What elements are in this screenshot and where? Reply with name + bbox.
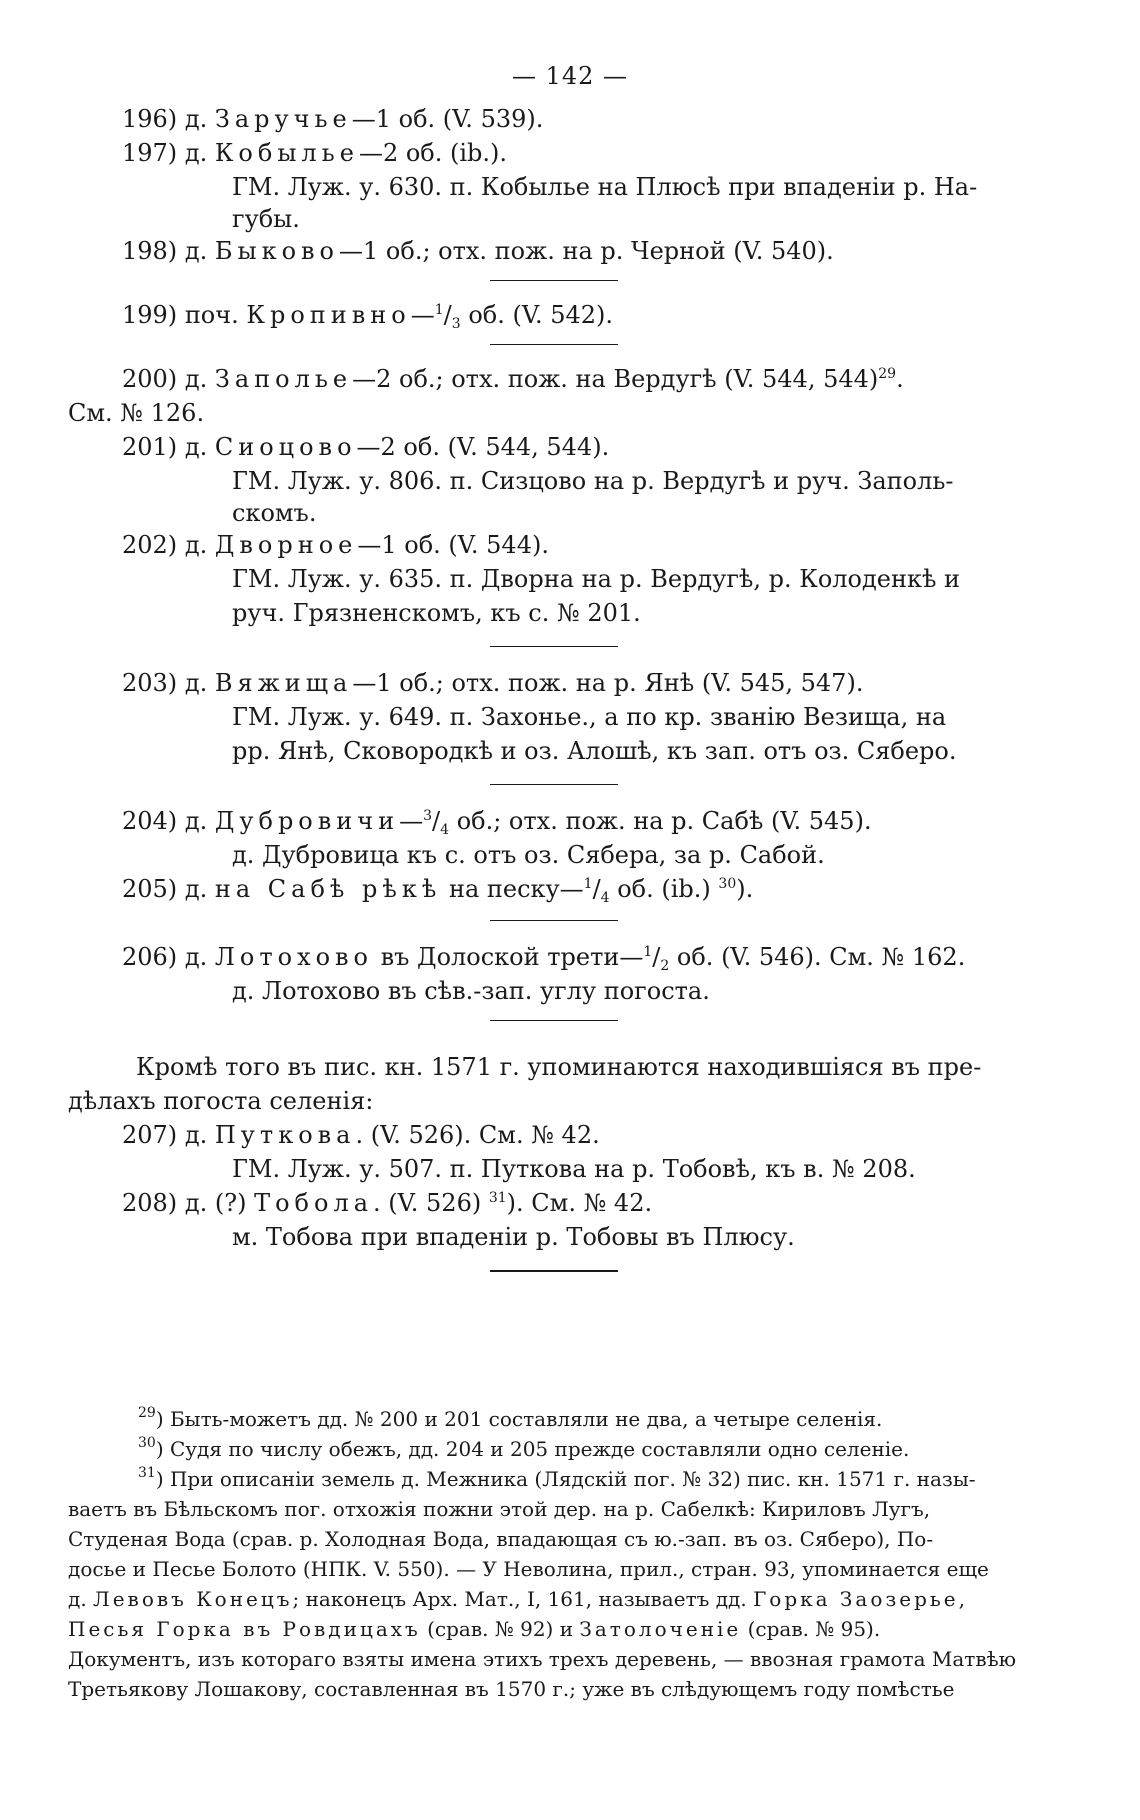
entry-197: 197) д. Кобылье—2 об. (ib.). bbox=[122, 139, 508, 167]
village-name: Кобылье bbox=[214, 139, 359, 167]
footnote-29: $^{29}$) Быть-можетъ дд. № 200 и 201 составляли не два, а четыре селенія. bbox=[138, 1405, 883, 1431]
footnote-31-line: Студеная Вода (срав. р. Холодная Вода, впадающая съ ю.-зап. въ оз. Сяберо), По- bbox=[68, 1527, 934, 1551]
page-number: — 142 — bbox=[511, 62, 629, 90]
village-name: Лотохово bbox=[214, 943, 374, 971]
entry-202-note-cont: руч. Грязненскомъ, къ с. № 201. bbox=[232, 599, 641, 627]
entry-204: 204) д. $Дубровичи—^3/_4$ об.; отх. пож. на р. Сабѣ (V. 545). bbox=[122, 807, 872, 838]
entry-199: 199) поч. $Кропивно—^1/_3$ об. (V. 542). bbox=[122, 301, 614, 332]
section-divider bbox=[490, 920, 618, 921]
village-name: Тобола bbox=[254, 1189, 374, 1217]
footnote-31-line: Третьякову Лошакову, составленная въ 1570 г.; уже въ слѣдующемъ году помѣстье bbox=[68, 1677, 955, 1701]
village-name: Быково bbox=[214, 237, 340, 265]
village-name: Заполье bbox=[214, 365, 353, 393]
entry-207-note: ГМ. Луж. у. 507. п. Путкова на р. Тобовѣ, къ в. № 208. bbox=[232, 1155, 916, 1183]
village-name: Дворное bbox=[214, 531, 358, 559]
village-name: Дубровичи bbox=[214, 807, 400, 835]
entry-202: 202) д. Дворное—1 об. (V. 544). bbox=[122, 531, 549, 559]
footnote-31-line: Документъ, изъ котораго взяты имена этихъ трехъ деревень, — ввозная грамота Матвѣю bbox=[68, 1647, 1017, 1671]
footnote-31-line: д. Левовъ Конецъ; наконецъ Арх. Мат., I, 161, называетъ дд. Горка Заозерье, bbox=[68, 1587, 968, 1611]
section-divider bbox=[490, 784, 618, 785]
entry-201: 201) д. Сиоцово—2 об. (V. 544, 544). bbox=[122, 433, 610, 461]
entry-208-note: м. Тобова при впаденіи р. Тобовы въ Плюсу. bbox=[232, 1223, 795, 1251]
section-divider bbox=[490, 280, 618, 281]
entry-197-note: ГМ. Луж. у. 630. п. Кобылье на Плюсѣ при впаденіи р. На- bbox=[232, 173, 978, 201]
entry-206-note: д. Лотохово въ сѣв.-зап. углу погоста. bbox=[232, 977, 710, 1005]
section-divider bbox=[490, 1020, 618, 1021]
footnote-ref-30: 30 bbox=[718, 876, 737, 892]
footnote-30: $^{30}$) Судя по числу обежъ, дд. 204 и 205 прежде составляли одно селеніе. bbox=[138, 1435, 910, 1461]
entry-203: 203) д. Вяжища—1 об.; отх. пож. на р. Янѣ (V. 545, 547). bbox=[122, 669, 864, 697]
village-name: Сиоцово bbox=[214, 433, 357, 461]
village-name: Кропивно bbox=[246, 301, 411, 329]
entry-196: 196) д. Заручье—1 об. (V. 539). bbox=[122, 105, 544, 133]
footnote-ref-31: 31 bbox=[488, 1190, 507, 1206]
village-name: Вяжища bbox=[214, 669, 353, 697]
section-divider bbox=[490, 344, 618, 345]
footnote-31-line: досье и Песье Болото (НПК. V. 550). — У Неволина, прил., стран. 93, упоминается еще bbox=[68, 1557, 989, 1581]
entry-202-note: ГМ. Луж. у. 635. п. Дворна на р. Вердугѣ, р. Колоденкѣ и bbox=[232, 565, 961, 593]
paragraph-line-1: Кромѣ того въ пис. кн. 1571 г. упоминаются находившіяся въ пре- bbox=[136, 1053, 982, 1081]
entry-201-note: ГМ. Луж. у. 806. п. Сизцово на р. Вердугѣ и руч. Заполь- bbox=[232, 467, 954, 495]
paragraph-line-2: дѣлахъ погоста селенія: bbox=[68, 1087, 374, 1115]
entry-203-note: ГМ. Луж. у. 649. п. Захонье., а по кр. званію Везища, на bbox=[232, 703, 947, 731]
village-name: на Сабѣ рѣкѣ bbox=[214, 875, 442, 903]
footnote-31: $^{31}$) При описаніи земель д. Межника (Лядскій пог. № 32) пис. кн. 1571 г. назы- bbox=[138, 1465, 976, 1491]
entry-200-cont: См. № 126. bbox=[68, 399, 205, 427]
village-name: Путкова bbox=[214, 1121, 356, 1149]
entry-200: 200) д. Заполье—2 об.; отх. пож. на Вердугѣ (V. 544, 544)$^{29}$. bbox=[122, 365, 904, 393]
section-divider bbox=[490, 646, 618, 647]
section-divider bbox=[490, 1270, 618, 1272]
footnote-31-line: Песья Горка въ Ровдицахъ (срав. № 92) и Затолоченіе (срав. № 95). bbox=[68, 1617, 881, 1641]
entry-206: 206) д. Лотохово въ Долоской $трети—^1/_2$ об. (V. 546). См. № 162. bbox=[122, 943, 966, 974]
entry-198: 198) д. Быково—1 об.; отх. пож. на р. Черной (V. 540). bbox=[122, 237, 834, 265]
entry-204-note: д. Дубровица къ с. отъ оз. Сябера, за р. Сабой. bbox=[232, 841, 825, 869]
entry-197-note-cont: губы. bbox=[232, 205, 300, 233]
entry-203-note-cont: рр. Янѣ, Сковородкѣ и оз. Алошѣ, къ зап. отъ оз. Сяберо. bbox=[232, 737, 957, 765]
footnote-31-line: ваетъ въ Бѣльскомъ пог. отхожія пожни этой дер. на р. Сабелкѣ: Кириловъ Лугъ, bbox=[68, 1497, 931, 1521]
entry-207: 207) д. Путкова. (V. 526). См. № 42. bbox=[122, 1121, 600, 1149]
village-name: Заручье bbox=[214, 105, 352, 133]
footnote-ref-29: 29 bbox=[878, 366, 897, 382]
entry-201-note-cont: скомъ. bbox=[232, 499, 317, 527]
entry-205: 205) д. на Сабѣ рѣкѣ на $песку—^1/_4$ об. (ib.) $^{30}$). bbox=[122, 875, 754, 906]
entry-208: 208) д. (?) Тобола. (V. 526) $^{31}$). См. № 42. bbox=[122, 1189, 653, 1217]
